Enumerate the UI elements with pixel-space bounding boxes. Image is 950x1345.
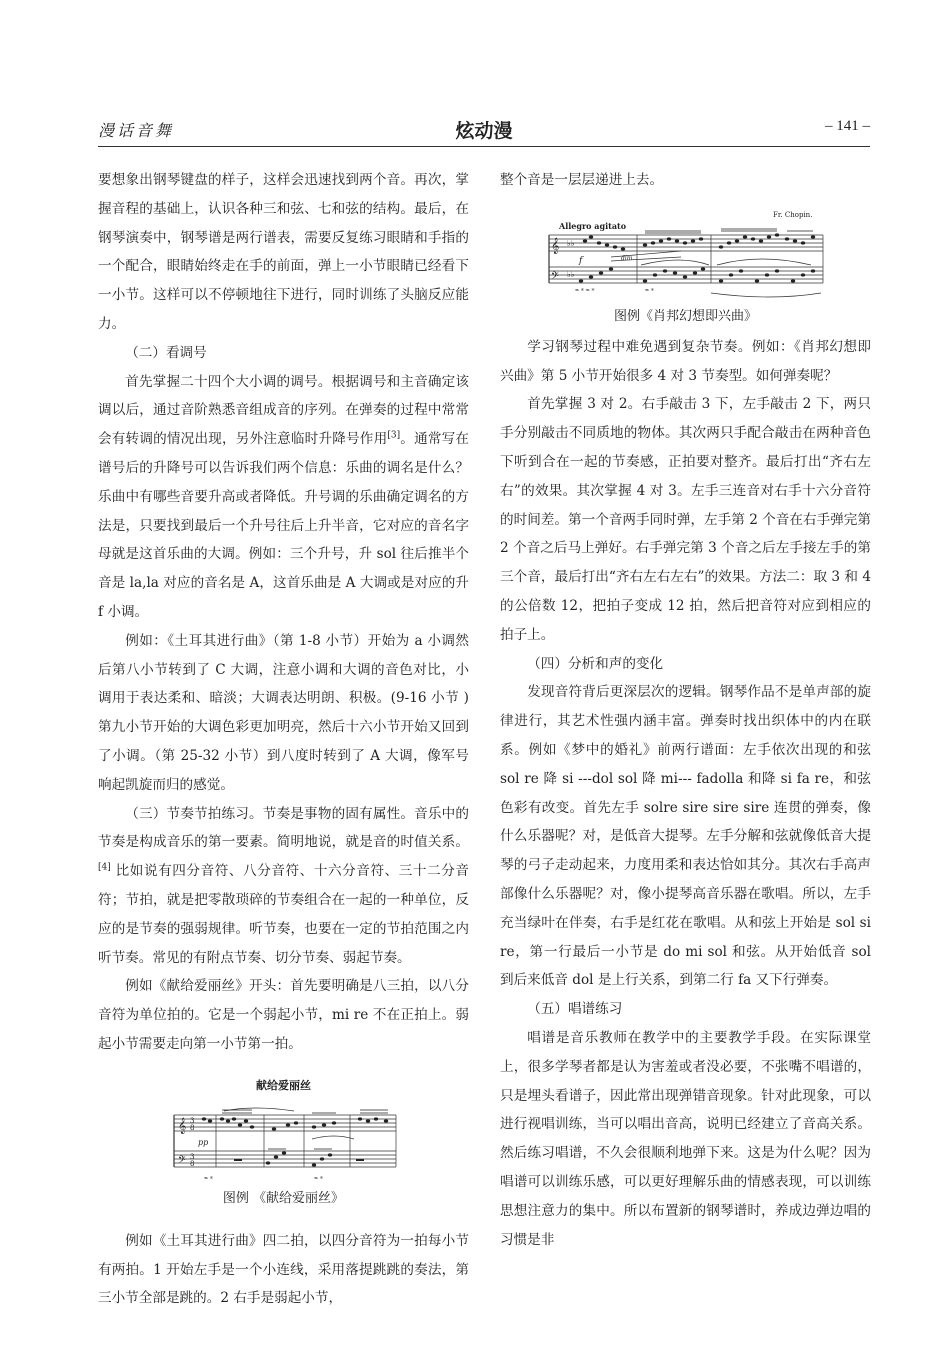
svg-text:𝆮 *: 𝆮 * — [644, 287, 654, 295]
score-tempo: Allegro agitato — [558, 220, 626, 231]
paragraph: 例如《献给爱丽丝》开头：首先要明确是八三拍，以八分音符为单位拍的。它是一个弱起小节，mi re 不在正拍上。弱起小节需要走向第一小节第一拍。 — [98, 978, 469, 1052]
figure-title: 献给爱丽丝 — [256, 1078, 311, 1092]
svg-text:𝆮 * 𝆮 *: 𝆮 * 𝆮 * — [574, 287, 595, 295]
svg-text:pp: pp — [197, 1137, 208, 1147]
header-divider — [98, 146, 870, 147]
paragraph-text: 首先掌握二十四个大小调的调号。根据调号和主音确定该调以后，通过音阶熟悉音组成音的序列。在弹奏的过程中常常会有转调的情况出现，另外注意临时升降号作用 — [98, 373, 469, 448]
svg-text:𝄢: 𝄢 — [177, 1153, 186, 1168]
figure-caption: 图例 《献给爱丽丝》 — [222, 1190, 345, 1206]
svg-text:𝄞: 𝄞 — [177, 1117, 186, 1134]
svg-text:8: 8 — [189, 1159, 194, 1168]
paragraph: 要想象出钢琴键盘的样子，这样会迅速找到两个音。再次，掌握音程的基础上，认识各种三和弦、七和弦的结构。最后，在钢琴演奏中，钢琴谱是两行谱表，需要反复练习眼睛和手指的一个配合，眼睛始终走在手的前面，弹上一小节眼睛已经看下一小节。这样可以不停顿地往下进行，同时训练了头脑反应能力。 — [98, 172, 469, 332]
page-number: – 141 – — [825, 118, 870, 134]
footnote-ref: [3] — [387, 430, 401, 441]
section-heading: （五）唱谱练习 — [527, 1001, 623, 1018]
svg-text:dim.: dim. — [620, 254, 634, 262]
right-column — [500, 166, 871, 1254]
paragraph-text: （三）节奏节拍练习。节奏是事物的固有属性。音乐中的节奏是构成音乐的第一要素。简明地说，就是音的时值关系。 — [98, 805, 469, 851]
paragraph — [98, 800, 469, 973]
figure-chopin — [500, 207, 871, 327]
paragraph: 学习钢琴过程中难免遇到复杂节奏。例如：《肖邦幻想即兴曲》第 5 小节开始很多 4 对 3 节奏型。如何弹奏呢？ — [500, 338, 871, 384]
paragraph-text: 比如说有四分音符、八分音符、十六分音符、三十二分音符；节拍，就是把零散琐碎的节奏组合在一起的一种单位，反应的是节奏的强弱规律。听节奏，也要在一定的节拍范围之内听节奏。常见的有附点节奏、切分节奏、弱起节奏。 — [98, 863, 469, 966]
section-heading: （二）看调号 — [125, 344, 207, 361]
score-composer: Fr. Chopin. — [772, 210, 812, 219]
footnote-ref: [4] — [98, 862, 111, 873]
paragraph-text: 。通常写在谱号后的升降号可以告诉我们两个信息：乐曲的调名是什么？乐曲中有哪些音要升高或者降低。升号调的乐曲确定调名的方法是，只要找到最后一个升号往后上升半音，它对应的音名字母就是这首乐曲的大调。例如：三个升号，升 sol 往后推半个音是 la,la 对应的音名是 A，这首乐曲是 A 大调或是对应的升 f 小调。 — [98, 431, 470, 620]
svg-text:♭♭: ♭♭ — [566, 269, 575, 279]
svg-text:8: 8 — [189, 1123, 194, 1132]
section-heading: （四）分析和声的变化 — [527, 655, 664, 672]
svg-text:𝆮 *: 𝆮 * — [313, 1175, 323, 1183]
paragraph: 首先掌握 3 对 2。右手敲击 3 下，左手敲击 2 下，两只手分别敲击不同质地的物体。其次两只手配合敲击在两种音色下听到合在一起的节奏感，正拍要对整齐。最后打出“齐右左右”的效果。其次掌握 4 对 3。左手三连音对右手十六分音符的时间差。第一个音两手同时弹，左手第 2 个音在右手弹完第 2 个音之后马上弹好。右手弹完第 3 个音之后左手接左手的第三个音，最后打出“齐右左右左右”的效果。方法二：取 3 和 4 的公倍数 12，把拍子变成 12 拍，然后把音符对应到相应的拍子上。 — [500, 396, 871, 643]
score-chopin-fantaisie-impromptu — [541, 207, 831, 299]
svg-text:𝄢: 𝄢 — [550, 269, 559, 284]
score-fur-elise — [164, 1105, 404, 1189]
paragraph: 例如：《土耳其进行曲》（第 1-8 小节）开始为 a 小调然后第八小节转到了 C 大调，注意小调和大调的音色对比，小调用于表达柔和、暗淡；大调表达明朗、积极。(9-16 小节 ) 第九小节开始的大调色彩更加明亮，然后十六小节开始又回到了小调。（第 25-32 小节）到八度时转到了 A 大调，像军号响起凯旋而归的感觉。 — [98, 632, 469, 793]
figure-fur-elise — [98, 1079, 469, 1209]
journal-title: 炫动漫 — [455, 120, 513, 142]
left-column — [98, 166, 469, 1313]
svg-text:f: f — [578, 255, 582, 266]
svg-text:𝆮 *: 𝆮 * — [203, 1175, 213, 1183]
page-header — [98, 118, 870, 146]
paragraph: 唱谱是音乐教师在教学中的主要教学手段。在实际课堂上，很多学琴者都是认为害羞或者没必要，不张嘴不唱谱的，只是埋头看谱子，因此常出现弹错音现象。针对此现象，可以进行视唱训练，当可以唱出音高，说明已经建立了音高关系。然后练习唱谱，不久会很顺利地弹下来。这是为什么呢？因为唱谱可以训练乐感，可以更好理解乐曲的情感表现，可以训练思想注意力的集中。所以布置新的钢琴谱时，养成边弹边唱的习惯是非 — [500, 1029, 871, 1248]
paragraph: 整个音是一层层递进上去。 — [500, 172, 664, 188]
paragraph: 例如《土耳其进行曲》四二拍，以四分音符为一拍每小节有两拍。1 开始左手是一个小连线，采用落提跳跳的奏法，第三小节全部是跳的。2 右手是弱起小节， — [98, 1232, 469, 1307]
paragraph: 发现音符背后更深层次的逻辑。钢琴作品不是单声部的旋律进行，其艺术性强内涵丰富。弹奏时找出织体中的内在联系。例如《梦中的婚礼》前两行谱面：左手依次出现的和弦 sol re 降 si ---dol sol 降 mi--- fadolla 和降 si fa re，和弦色彩有改变。首先左手 solre sire sire sire 连贯的弹奏，像什么乐器呢？对，是低音大提琴。左手分解和弦就像低音大提琴的弓子走动起来，力度用柔和表达恰如其分。其次右手高声部像什么乐器呢？对，像小提琴高音乐器在歌唱。所以，左手充当绿叶在伴奏，右手是红花在歌唱。从和弦上开始是 sol si re，第一行最后一小节是 do mi sol 和弦。从开始低音 sol 到后来低音 dol 是上行关系，到第二行 fa 又下行弹奏。 — [500, 684, 871, 989]
svg-text:♭♭: ♭♭ — [566, 238, 575, 248]
svg-text:3: 3 — [189, 1116, 194, 1125]
svg-text:𝄞: 𝄞 — [550, 237, 559, 254]
section-label: 漫话音舞 — [98, 121, 175, 140]
figure-caption: 图例《肖邦幻想即兴曲》 — [613, 308, 757, 324]
svg-text:3: 3 — [189, 1152, 194, 1161]
paragraph — [98, 368, 469, 627]
